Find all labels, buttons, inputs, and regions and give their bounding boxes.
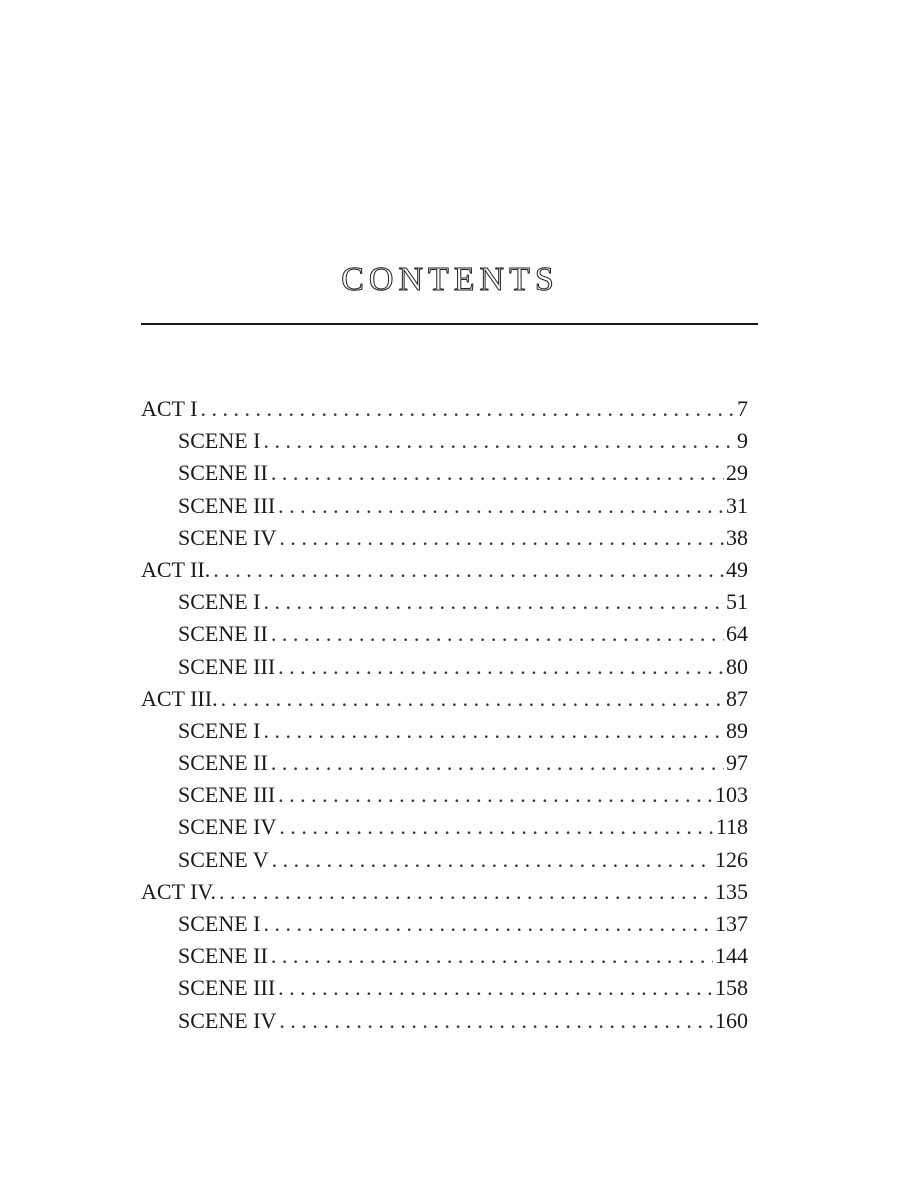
toc-entry-label: SCENE IV [178,1007,277,1033]
toc-scene-entry[interactable] [141,457,748,489]
toc-scene-entry[interactable] [141,811,748,843]
toc-dot-leader [213,554,724,586]
toc-entry-label: ACT III. [141,685,218,711]
toc-entry-label: ACT II. [141,556,211,582]
toc-dot-leader [271,618,724,650]
toc-entry-page-number: 49 [726,556,748,582]
toc-dot-leader [271,457,724,489]
toc-scene-entry[interactable] [141,490,748,522]
toc-act-entry[interactable] [141,876,748,908]
toc-dot-leader [221,683,724,715]
toc-dot-leader [264,586,725,618]
toc-entry-label: SCENE IV [178,814,277,840]
toc-scene-entry[interactable] [141,747,748,779]
toc-entry-page-number: 87 [726,685,748,711]
toc-entry-page-number: 137 [715,911,748,936]
toc-dot-leader [219,876,713,908]
toc-entry-label: SCENE II [178,943,268,969]
toc-entry-label: SCENE II [178,621,268,647]
toc-scene-entry[interactable] [141,586,748,618]
toc-dot-leader [264,715,725,747]
toc-entry-page-number: 97 [726,750,748,776]
page-title: CONTENTS [341,261,559,298]
title-divider [141,323,758,325]
toc-entry-label: SCENE I [178,589,261,615]
toc-entry-page-number: 80 [726,653,748,679]
toc-entry-label: SCENE II [178,750,268,776]
toc-dot-leader [271,747,724,779]
toc-entry-page-number: 29 [726,460,748,486]
toc-entry-page-number: 144 [715,943,748,969]
toc-entry-label: SCENE V [178,846,269,872]
toc-entry-label: SCENE I [178,717,261,743]
toc-entry-label: ACT I [141,396,198,421]
toc-dot-leader [271,940,713,972]
toc-entry-label: SCENE III [178,653,276,679]
toc-entry-page-number: 51 [726,589,748,615]
toc-entry-label: ACT IV. [141,878,216,904]
toc-entry-page-number: 64 [726,621,748,647]
toc-entry-label: SCENE III [178,782,276,808]
toc-entry-page-number: 31 [726,492,748,518]
toc-scene-entry[interactable] [141,651,748,683]
table-of-contents [141,393,748,1037]
toc-entry-page-number: 103 [715,782,748,808]
toc-act-entry[interactable] [141,554,748,586]
toc-dot-leader [279,522,724,554]
toc-dot-leader [272,844,713,876]
toc-entry-label: SCENE IV [178,524,277,550]
toc-scene-entry[interactable] [141,425,748,457]
toc-entry-page-number: 158 [715,975,748,1001]
toc-dot-leader [278,779,713,811]
toc-dot-leader [200,393,735,425]
toc-dot-leader [279,811,713,843]
toc-entry-page-number: 89 [726,717,748,743]
toc-scene-entry[interactable] [141,844,748,876]
toc-dot-leader [278,651,724,683]
toc-entry-page-number: 126 [715,846,748,872]
toc-dot-leader [264,908,714,940]
toc-act-entry[interactable] [141,683,748,715]
toc-scene-entry[interactable] [141,522,748,554]
toc-scene-entry[interactable] [141,908,748,940]
toc-scene-entry[interactable] [141,618,748,650]
toc-entry-page-number: 7 [737,396,748,421]
toc-entry-page-number: 9 [737,428,748,454]
toc-scene-entry[interactable] [141,972,748,1004]
toc-act-entry[interactable] [141,393,748,425]
toc-scene-entry[interactable] [141,940,748,972]
toc-dot-leader [264,425,736,457]
toc-entry-page-number: 118 [715,814,748,840]
toc-scene-entry[interactable] [141,715,748,747]
toc-dot-leader [278,490,724,522]
toc-dot-leader [279,1005,713,1037]
toc-entry-label: SCENE III [178,492,276,518]
toc-dot-leader [278,972,713,1004]
toc-scene-entry[interactable] [141,1005,748,1037]
toc-entry-page-number: 38 [726,524,748,550]
toc-scene-entry[interactable] [141,779,748,811]
toc-entry-page-number: 160 [715,1007,748,1033]
toc-entry-label: SCENE I [178,428,261,454]
toc-entry-page-number: 135 [715,878,748,904]
toc-entry-label: SCENE III [178,975,276,1001]
toc-entry-label: SCENE I [178,911,261,936]
toc-entry-label: SCENE II [178,460,268,486]
